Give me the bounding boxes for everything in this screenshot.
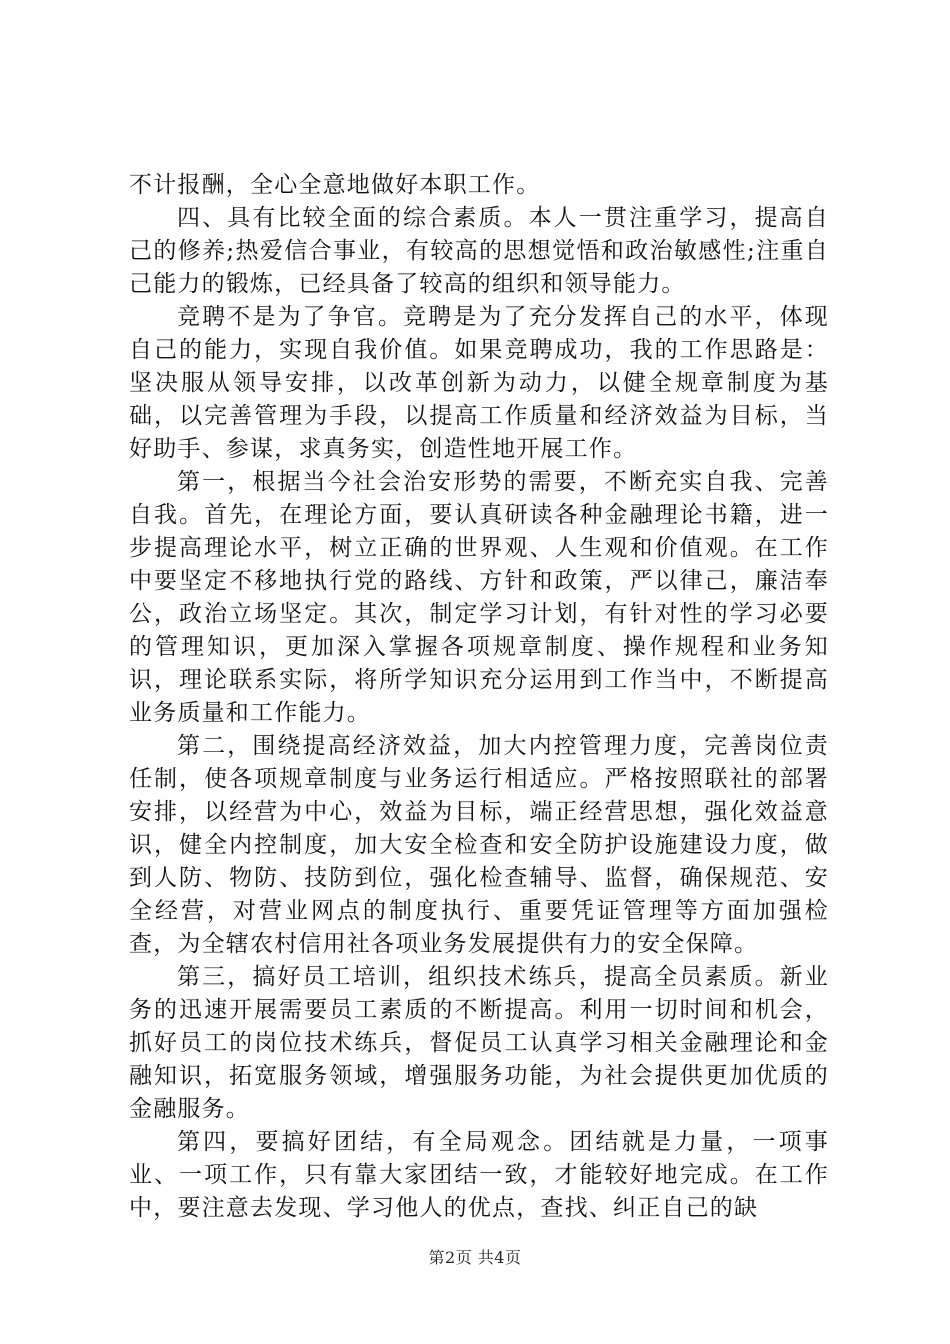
document-body [129,169,829,1225]
paragraph-4: 第一，根据当今社会治安形势的需要，不断充实自我、完善自我。首先，在理论方面，要认真研读各种金融理论书籍，进一步提高理论水平，树立正确的世界观、人生观和价值观。在工作中要坚定不移地执行党的路线、方针和政策，严以律己，廉洁奉公，政治立场坚定。其次，制定学习计划，有针对性的学习必要的管理知识，更加深入掌握各项规章制度、操作规程和业务知识，理论联系实际，将所学知识充分运用到工作当中，不断提高业务质量和工作能力。 [129,469,829,726]
page-number-footer: 第2页 共4页 [428,1248,522,1267]
paragraph-6: 第三，搞好员工培训，组织技术练兵，提高全员素质。新业务的迅速开展需要员工素质的不断提高。利用一切时间和机会，抓好员工的岗位技术练兵，督促员工认真学习相关金融理论和金融知识，拓宽服务领域，增强服务功能，为社会提供更加优质的金融服务。 [129,964,829,1122]
paragraph-2: 四、具有比较全面的综合素质。本人一贯注重学习，提高自己的修养;热爱信合事业，有较高的思想觉悟和政治敏感性;注重自己能力的锻炼，已经具备了较高的组织和领导能力。 [129,205,829,297]
paragraph-1: 不计报酬，全心全意地做好本职工作。 [129,172,541,198]
paragraph-7: 第四，要搞好团结，有全局观念。团结就是力量，一项事业、一项工作，只有靠大家团结一致，才能较好地完成。在工作中，要注意去发现、学习他人的优点，查找、纠正自己的缺 [129,1129,829,1221]
paragraph-3: 竞聘不是为了争官。竞聘是为了充分发挥自己的水平，体现自己的能力，实现自我价值。如果竞聘成功，我的工作思路是：坚决服从领导安排，以改革创新为动力，以健全规章制度为基础，以完善管理为手段，以提高工作质量和经济效益为目标，当好助手、参谋，求真务实，创造性地开展工作。 [129,304,829,462]
paragraph-5: 第二，围绕提高经济效益，加大内控管理力度，完善岗位责任制，使各项规章制度与业务运行相适应。严格按照联社的部署安排，以经营为中心，效益为目标，端正经营思想，强化效益意识，健全内控制度，加大安全检查和安全防护设施建设力度，做到人防、物防、技防到位，强化检查辅导、监督，确保规范、安全经营，对营业网点的制度执行、重要凭证管理等方面加强检查，为全辖农村信用社各项业务发展提供有力的安全保障。 [129,733,829,957]
